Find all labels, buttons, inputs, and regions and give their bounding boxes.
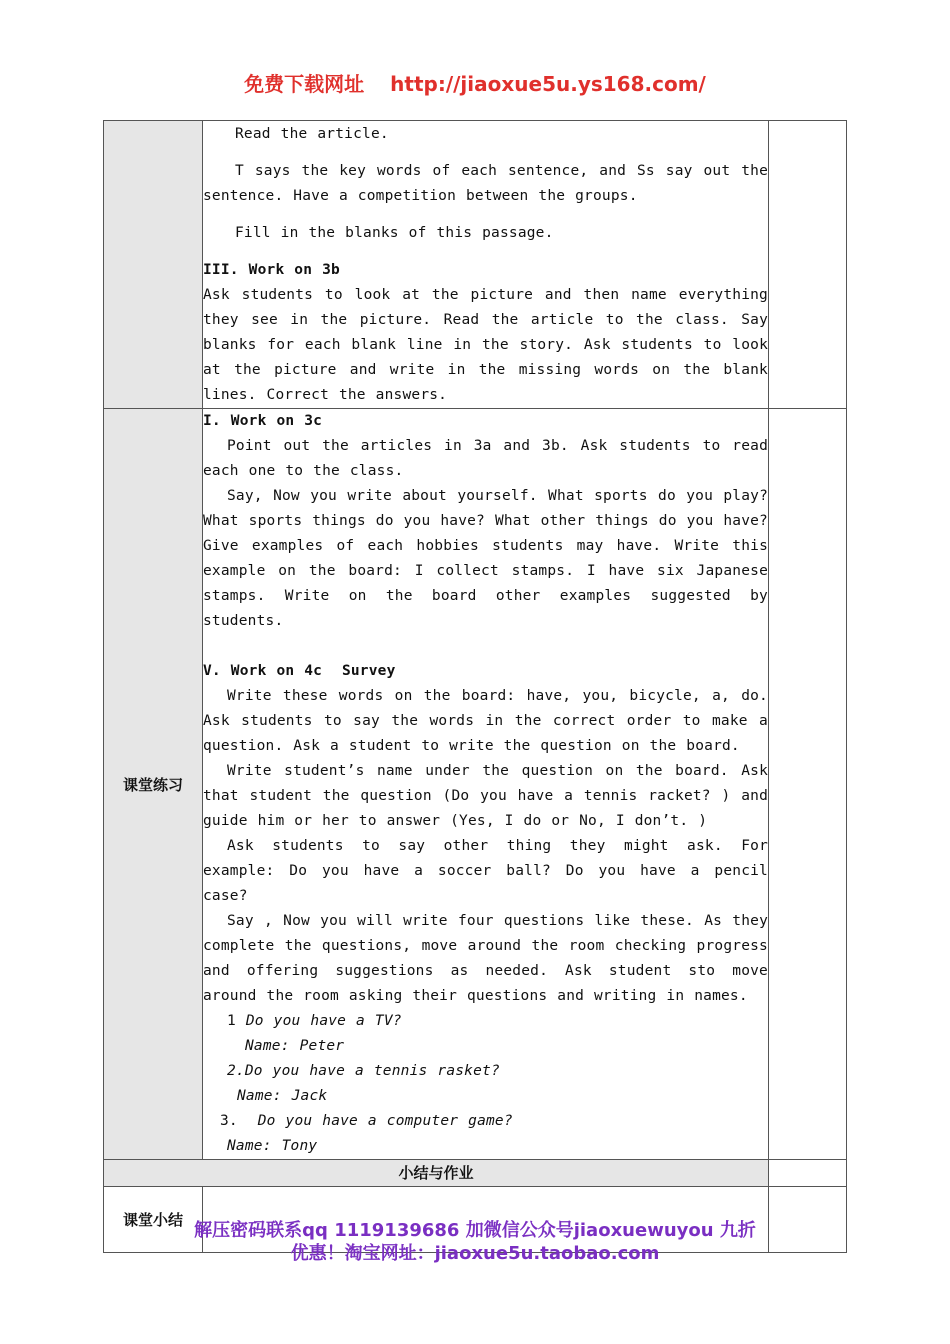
section-heading: V. Work on 4c Survey <box>203 663 396 679</box>
question-number: 3. <box>220 1113 238 1129</box>
text-paragraph: Ask students to say other thing they might ask. For example: Do you have a soccer ball? Do you have a pencil case? <box>203 838 768 904</box>
spacer <box>203 634 768 659</box>
header-url-link[interactable]: http://jiaoxue5u.ys168.com/ <box>390 72 706 96</box>
summary-heading: 小结与作业 <box>104 1160 769 1187</box>
survey-name: Name: Jack <box>237 1088 328 1104</box>
lesson-table <box>103 120 847 1253</box>
text-paragraph: Say , Now you will write four questions like these. As they complete the questions, move around the room checking progress and offering suggestions as needed. Ask student sto move around the room asking their questions and writing in names. <box>203 913 768 1004</box>
blank-cell <box>769 409 847 1160</box>
question-text: Do you have a TV? <box>245 1013 402 1029</box>
question-text: Do you have a computer game? <box>257 1113 513 1129</box>
survey-question: 2.Do you have a tennis rasket? <box>227 1063 500 1079</box>
survey-question <box>203 1109 768 1134</box>
survey-question <box>203 1009 768 1034</box>
text-paragraph: Ask students to look at the picture and then name everything they see in the picture. Read the article to the class. Say blanks for each blank line in the story. Ask students to look at the picture and write in the missing words on the blank lines. Correct the answers. <box>203 287 768 403</box>
text-line: Fill in the blanks of this passage. <box>235 225 554 241</box>
section-heading: III. Work on 3b <box>203 262 340 278</box>
table-row <box>104 409 847 1160</box>
page-footer <box>0 1219 950 1265</box>
survey-name: Name: Peter <box>245 1038 345 1054</box>
header-label: 免费下载网址 <box>244 72 365 96</box>
survey-name: Name: Tony <box>227 1138 318 1154</box>
row-label: 课堂小结 <box>104 1187 203 1253</box>
row-label: 课堂练习 <box>104 409 203 1160</box>
text-line: Read the article. <box>235 126 389 142</box>
content-cell <box>203 121 769 409</box>
text-paragraph: Point out the articles in 3a and 3b. Ask students to read each one to the class. <box>203 438 768 479</box>
table-row <box>104 121 847 409</box>
text-paragraph: Say, Now you write about yourself. What sports do you play? What sports things do you have? What other things do you have? Give examples of each hobbies students may have. Write this example on the board: I collect stamps. I have six Japanese stamps. Write on the board other examples suggested by students. <box>203 488 768 629</box>
footer-line: 解压密码联系qq 1119139686 加微信公众号jiaoxuewuyou 九折 <box>194 1220 756 1241</box>
text-paragraph: Write student’s name under the question on the board. Ask that student the question (Do you have a tennis racket? ) and guide him or her to answer (Yes, I do or No, I don’t. ) <box>203 763 768 829</box>
footer-line: 优惠！淘宝网址：jiaoxue5u.taobao.com <box>290 1243 660 1264</box>
blank-cell <box>769 121 847 409</box>
page-header <box>0 68 950 97</box>
content-cell <box>203 409 769 1160</box>
label-cell <box>104 121 203 409</box>
question-number: 1 <box>227 1013 236 1029</box>
blank-cell <box>769 1160 847 1187</box>
text-line: T says the key words of each sentence, and Ss say out the sentence. Have a competition between the groups. <box>203 163 768 204</box>
text-paragraph: Write these words on the board: have, you, bicycle, a, do. Ask students to say the words in the correct order to make a question. Ask a student to write the question on the board. <box>203 688 768 754</box>
section-heading: I. Work on 3c <box>203 413 323 429</box>
table-row <box>104 1160 847 1187</box>
